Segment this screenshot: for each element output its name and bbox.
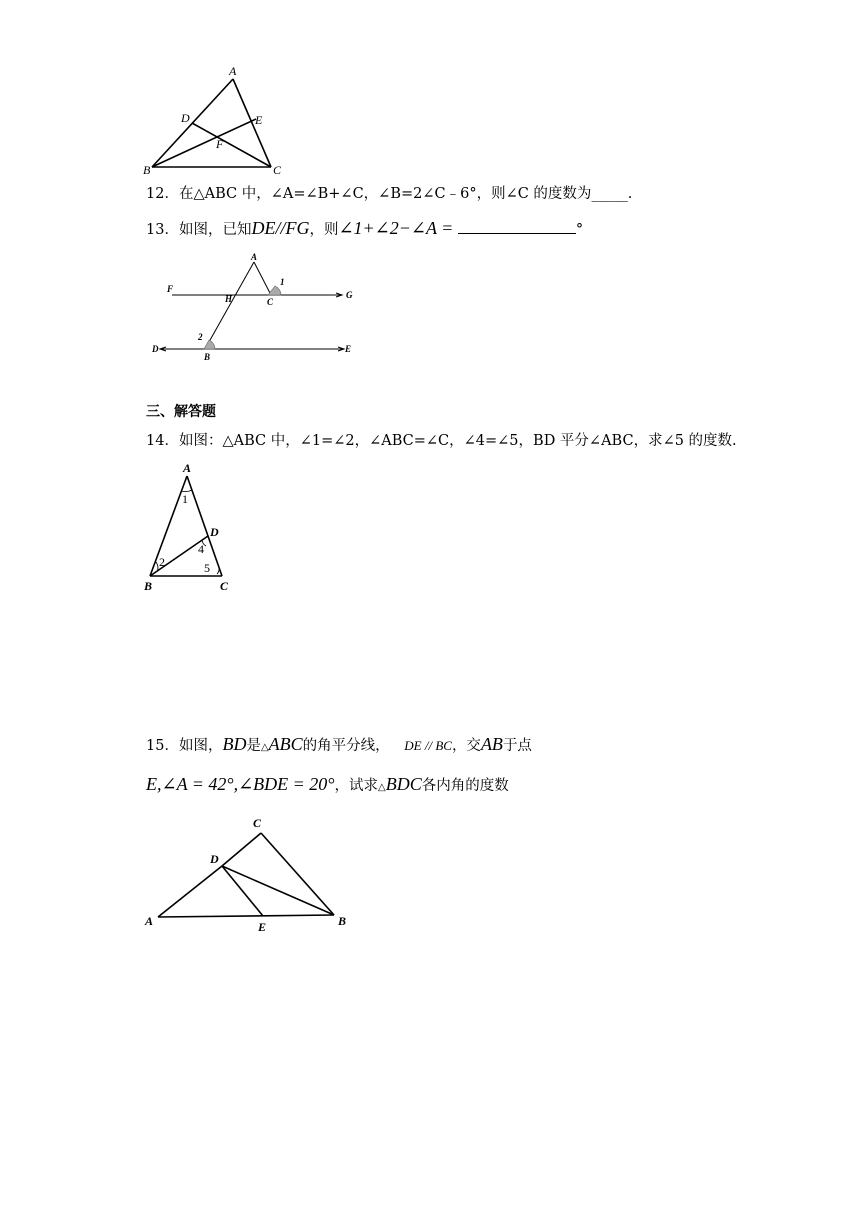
angle-expression: ∠1+∠2−∠A = [338, 218, 454, 238]
label-D: D [181, 111, 190, 125]
parallel-condition: DE // BC [404, 738, 452, 753]
label-G: G [346, 290, 353, 300]
question-text: 如图：△ABC 中，∠1=∠2，∠ABC=∠C，∠4=∠5，BD 平分∠ABC，求∠5 的度数. [178, 433, 737, 449]
label-A: A [251, 252, 258, 262]
label-A: A [229, 64, 237, 78]
label-B: B [338, 914, 347, 928]
label-B: B [204, 352, 211, 362]
label-H: H [225, 294, 233, 304]
given-conditions: E,∠A = 42°,∠BDE = 20° [146, 774, 335, 794]
question-number: 13． [146, 222, 179, 238]
question-15-line-2: E,∠A = 42°,∠BDE = 20°，试求△BDC各内角的度数 [146, 774, 509, 794]
segment-AB: AB [480, 734, 503, 754]
triangle-ABC: ABC [268, 734, 303, 754]
label-C: C [253, 816, 262, 830]
triangle-figure-q15 [138, 812, 358, 937]
question-12: 12．在△ABC 中，∠A=∠B+∠C，∠B=2∠C﹣6°，则∠C 的度数为_____. [146, 186, 633, 202]
label-angle-2: 2 [159, 555, 165, 569]
label-F: F [216, 137, 224, 151]
question-number: 12． [146, 186, 179, 202]
label-A: A [145, 914, 154, 928]
question-text: 在△ABC 中，∠A=∠B+∠C，∠B=2∠C﹣6°，则∠C 的度数为 [178, 186, 592, 202]
label-D: D [210, 525, 219, 539]
triangle-symbol: △ [260, 742, 269, 753]
label-C: C [267, 297, 274, 307]
label-E: E [345, 344, 352, 354]
triangle-figure-q14 [140, 458, 240, 594]
label-D: D [210, 852, 219, 866]
triangle-figure-q11 [138, 62, 298, 180]
question-13: 13．如图，已知DE//FG，则∠1+∠2−∠A = ° [146, 218, 584, 238]
parallel-condition: DE//FG [251, 218, 310, 238]
label-C: C [273, 163, 282, 177]
triangle-symbol: △ [378, 782, 386, 793]
label-D: D [152, 344, 159, 354]
segment-BD: BD [222, 734, 247, 754]
answer-blank: _____ [591, 186, 628, 202]
answer-blank [458, 233, 576, 234]
label-angle-5: 5 [204, 561, 210, 575]
label-C: C [220, 579, 229, 593]
question-number: 14． [146, 433, 179, 449]
label-A: A [183, 461, 192, 475]
label-E: E [255, 113, 263, 127]
label-angle-1: 1 [280, 277, 285, 287]
label-F: F [167, 284, 174, 294]
question-14 [146, 433, 737, 450]
parallel-lines-figure-q13 [148, 250, 363, 365]
label-angle-4: 4 [198, 542, 204, 556]
label-B: B [143, 163, 151, 177]
label-angle-2: 2 [198, 332, 203, 342]
question-number: 15． [146, 738, 179, 754]
label-angle-1: 1 [182, 492, 188, 506]
label-E: E [258, 920, 267, 934]
label-B: B [144, 579, 153, 593]
section-heading: 三、解答题 [146, 404, 216, 420]
triangle-BDC: BDC [385, 774, 422, 794]
question-15-line-1: 15．如图，BD是△ABC的角平分线， DE // BC，交AB于点 [146, 734, 532, 754]
